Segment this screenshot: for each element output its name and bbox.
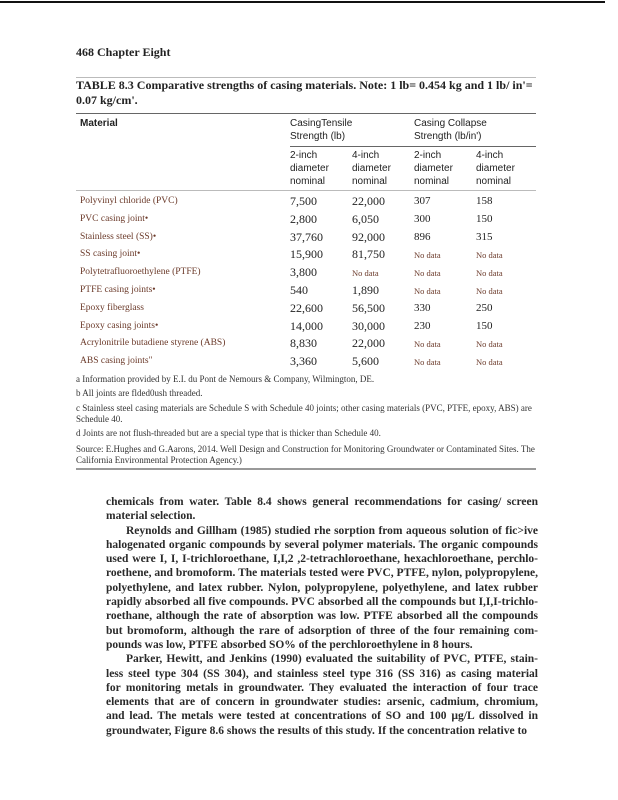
subheader: 2-inch diameter nominal <box>414 150 453 187</box>
footnote-c: c Stainless steel casing materials are Schedule S with Schedule 40 joints; other casing materials (PVC, PTFE, epoxy, ABS) are Schedule 40. <box>76 403 532 424</box>
cell-value: No data <box>476 286 503 296</box>
body-line: material selection. <box>106 510 196 523</box>
table-bottom-rule <box>76 468 536 470</box>
table-row <box>80 318 536 338</box>
cell-value: 8,830 <box>290 336 317 351</box>
cell-value: 22,000 <box>352 194 385 208</box>
cell-value: 37,760 <box>290 229 323 244</box>
cell-value: 300 <box>414 212 431 225</box>
body-line: elements that are of concern in groundwater studies: arsenic, cadmium, chromium, <box>106 696 538 709</box>
footnote-a: a Information provided by E.I. du Pont de Nemours & Company, Wilmington, DE. <box>76 374 375 384</box>
cell-value: No data <box>414 268 441 279</box>
cell-value: 150 <box>476 212 493 225</box>
cell-material: Acrylonitrile butadiene styrene (ABS) <box>80 338 226 349</box>
cell-value: 15,900 <box>290 247 323 262</box>
table-row <box>80 285 536 302</box>
cell-material: PVC casing joint• <box>80 213 149 224</box>
cell-value: No data <box>352 268 379 279</box>
header-collapse: Casing Collapse Strength (lb/in') <box>414 118 487 142</box>
body-line: and lead. The metals were tested at concentrations of SO and 100 µg/L dissolved in <box>106 710 538 723</box>
running-head: 468 Chapter Eight <box>76 45 171 59</box>
table-row <box>80 211 536 231</box>
cell-material: PTFE casing joints• <box>80 285 156 295</box>
body-line: used were I, I, I-trichloroethane, I,I,2 ,2-tetrachloroethane, hexachloroethane, perchlo- <box>106 553 538 566</box>
table-row <box>80 196 536 213</box>
cell-value: 315 <box>476 230 493 243</box>
table-source: Source: E.Hughes and G.Aarons, 2014. Well Design and Construction for Monitoring Groundwater or Contaminated Sites. The California Environmental Protection Agency.) <box>76 444 535 465</box>
subheader: 4-inch diameter nominal <box>352 150 391 187</box>
cell-value: 7,500 <box>290 194 317 208</box>
cell-value: 158 <box>476 195 493 207</box>
body-line: rapidly absorbed all five compounds. PVC absorbed all the compounds but I,I,I-trichlo- <box>106 596 538 609</box>
cell-value: No data <box>414 339 441 350</box>
body-line: Parker, Hewitt, and Jenkins (1990) evaluated the suitability of PVC, PTFE, stain- <box>126 653 538 666</box>
cell-value: 1,890 <box>352 283 379 297</box>
cell-value: 81,750 <box>352 247 385 262</box>
cell-value: No data <box>414 357 441 368</box>
footnote-b: b All joints are flded0ush threaded. <box>76 388 203 398</box>
body-line: polyethylene, and latex rubber. Nylon, polypropylene, polyethylene, and latex rubber <box>106 581 538 594</box>
cell-value: 2,800 <box>290 211 317 226</box>
body-line: groundwater, Figure 8.6 shows the results of this study. If the concentration relative to <box>106 724 528 737</box>
header-tensile: CasingTensile Strength (lb) <box>290 118 353 142</box>
body-line: pounds was low, PTFE absorbed SO% of the perchloroethylene in 8 hours. <box>106 638 473 651</box>
cell-value: No data <box>476 339 503 350</box>
cell-material: Polytetrafluoroethylene (PTFE) <box>80 267 201 278</box>
cell-value: 22,600 <box>290 300 323 315</box>
body-line: roethene, and bromoform. The materials tested were PVC, PTFE, nylon, polypropylene, <box>106 567 538 580</box>
body-text <box>106 495 538 738</box>
subheader: 4-inch diameter nominal <box>476 150 515 187</box>
table-row <box>80 300 536 320</box>
cell-value: 330 <box>414 301 431 314</box>
body-line: Reynolds and Gillham (1985) studied rhe sorption from aqueous solution of fic>ive <box>126 524 538 537</box>
cell-value: 14,000 <box>290 318 323 333</box>
subheader: 2-inch diameter nominal <box>290 150 329 187</box>
cell-value: 92,000 <box>352 229 385 244</box>
cell-value: 307 <box>414 195 431 207</box>
cell-value: 150 <box>476 319 493 332</box>
table-row <box>80 267 536 284</box>
footnote-d: d Joints are not flush-threaded but are a special type that is thicker than Schedule 40. <box>76 428 381 438</box>
cell-value: 540 <box>290 283 308 297</box>
body-line: less steel type 304 (SS 304), and stainless steel type 316 (SS 316) as casing material <box>106 667 538 680</box>
cell-value: 250 <box>476 301 493 314</box>
cell-value: 30,000 <box>352 318 385 333</box>
body-line: chemicals from water. Table 8.4 shows general recommendations for casing/ screen <box>106 496 538 508</box>
body-line: but bromoform, although the rare of adsorption of three of the four remaining com- <box>106 624 538 637</box>
header-material: Material <box>80 118 118 129</box>
cell-material: SS casing joint• <box>80 249 141 260</box>
cell-value: No data <box>476 268 503 279</box>
cell-value: 22,000 <box>352 336 385 351</box>
cell-material: ABS casing joints" <box>80 356 153 367</box>
cell-value: No data <box>476 250 503 261</box>
cell-material: Epoxy casing joints• <box>80 320 159 331</box>
cell-value: 6,050 <box>352 211 379 226</box>
table-row <box>80 338 536 355</box>
subheader-rule <box>290 146 536 147</box>
cell-material: Epoxy fiberglass <box>80 302 144 313</box>
top-border <box>0 1 605 3</box>
table-caption: TABLE 8.3 Comparative strengths of casing materials. Note: 1 lb= 0.454 kg and 1 lb/ in'= 0.07 kg/cm'. <box>76 78 533 107</box>
table-row <box>80 356 536 373</box>
cell-value: 56,500 <box>352 300 385 315</box>
cell-value: 230 <box>414 319 431 332</box>
table-row <box>80 249 536 266</box>
header-rule <box>76 113 536 114</box>
body-line: roethane, although the rate of absorption was low. PTFE absorbed all the compounds <box>106 610 538 623</box>
cell-material: Polyvinyl chloride (PVC) <box>80 196 178 206</box>
body-line: halogenated organic compounds by several polymer materials. The organic compounds <box>106 538 538 551</box>
cell-value: No data <box>414 250 441 261</box>
cell-material: Stainless steel (SS)• <box>80 231 157 242</box>
cell-value: No data <box>414 286 441 296</box>
cell-value: 3,800 <box>290 265 317 280</box>
cell-value: 896 <box>414 230 431 243</box>
cell-value: 5,600 <box>352 354 379 369</box>
body-rule <box>76 190 536 191</box>
table-row <box>80 229 536 249</box>
cell-value: No data <box>476 357 503 368</box>
cell-value: 3,360 <box>290 354 317 369</box>
body-line: for monitoring metals in groundwater. They evaluated the interaction of four trace <box>106 681 538 694</box>
